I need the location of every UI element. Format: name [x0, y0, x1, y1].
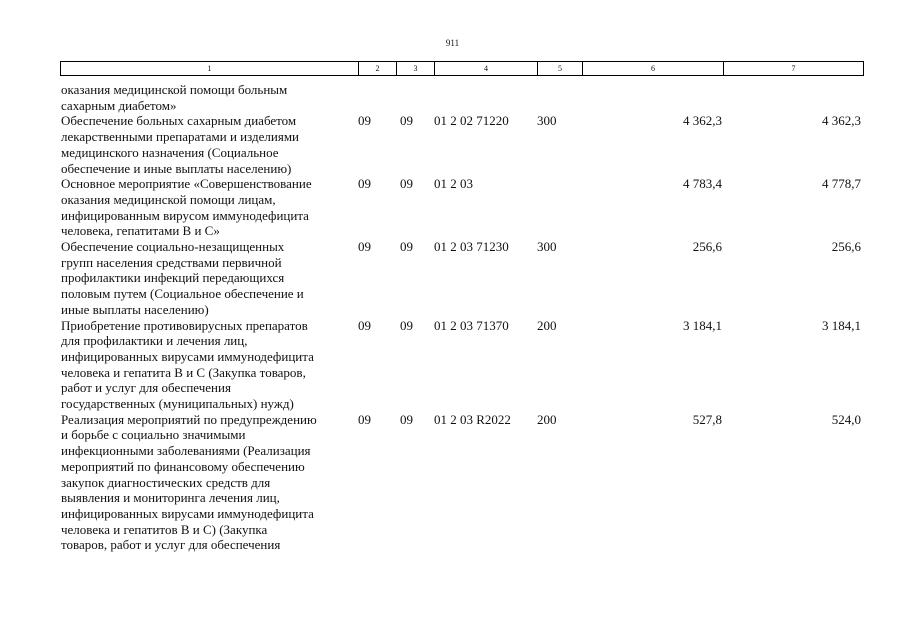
subsection-code: 09	[400, 317, 413, 333]
header-col-4: 4	[435, 62, 538, 76]
description-line: инфицированным вирусом иммунодефицита	[61, 207, 309, 223]
budget-table-body	[0, 82, 905, 553]
amount-year-1: 527,8	[692, 411, 722, 427]
amount-year-1: 4 362,3	[683, 113, 722, 129]
expense-type-code: 300	[537, 113, 557, 129]
header-col-5: 5	[538, 62, 583, 76]
header-col-1: 1	[61, 62, 359, 76]
description-line: обеспечение и иные выплаты населению)	[61, 160, 292, 176]
target-article-code: 01 2 02 71220	[434, 113, 509, 129]
subsection-code: 09	[400, 411, 413, 427]
description-line: человека и гепатита В и С (Закупка товаров,	[61, 364, 306, 380]
target-article-code: 01 2 03 71370	[434, 317, 509, 333]
description-line: инфицированных вирусами иммунодефицита	[61, 348, 314, 364]
description-line: и борьбе с социально значимыми	[61, 427, 246, 443]
target-article-code: 01 2 03 71230	[434, 239, 509, 255]
header-col-2: 2	[359, 62, 397, 76]
description-line: товаров, работ и услуг для обеспечения	[61, 537, 281, 553]
subsection-code: 09	[400, 239, 413, 255]
description-line: оказания медицинской помощи лицам,	[61, 191, 276, 207]
amount-year-2: 524,0	[831, 411, 861, 427]
row-description	[61, 82, 359, 113]
description-line: Обеспечение больных сахарным диабетом	[61, 113, 297, 129]
description-line: работ и услуг для обеспечения	[61, 380, 231, 396]
target-article-code: 01 2 03 R2022	[434, 411, 511, 427]
header-col-3: 3	[397, 62, 435, 76]
description-line: сахарным диабетом»	[61, 97, 177, 113]
amount-year-1: 4 783,4	[683, 176, 722, 192]
description-line: человека и гепатитов В и С) (Закупка	[61, 521, 268, 537]
description-line: Реализация мероприятий по предупреждению	[61, 411, 317, 427]
expense-type-code: 200	[537, 317, 557, 333]
expense-type-code: 300	[537, 239, 557, 255]
table-row	[0, 412, 905, 553]
description-line: половым путем (Социальное обеспечение и	[61, 286, 304, 302]
row-description	[61, 239, 359, 318]
section-code: 09	[358, 411, 371, 427]
subsection-code: 09	[400, 113, 413, 129]
description-line: государственных (муниципальных) нужд)	[61, 396, 294, 412]
description-line: профилактики инфекций передающихся	[61, 270, 285, 286]
description-line: человека, гепатитами В и С»	[61, 223, 220, 239]
description-line: инфекционными заболеваниями (Реализация	[61, 443, 311, 459]
table-row	[0, 113, 905, 176]
description-line: закупок диагностических средств для	[61, 474, 271, 490]
amount-year-2: 4 778,7	[822, 176, 861, 192]
description-line: мероприятий по финансовому обеспечению	[61, 458, 305, 474]
description-line: Основное мероприятие «Совершенствование	[61, 176, 312, 192]
table-row	[0, 176, 905, 239]
section-code: 09	[358, 239, 371, 255]
table-row	[0, 239, 905, 318]
column-number-header	[60, 61, 864, 76]
description-line: лекарственными препаратами и изделиями	[61, 129, 299, 145]
amount-year-2: 4 362,3	[822, 113, 861, 129]
page-number: 911	[445, 38, 460, 48]
row-description	[61, 318, 359, 412]
description-line: групп населения средствами первичной	[61, 254, 282, 270]
amount-year-1: 3 184,1	[683, 317, 722, 333]
description-line: медицинского назначения (Социальное	[61, 144, 279, 160]
description-line: Обеспечение социально-незащищенных	[61, 239, 285, 255]
header-col-6: 6	[583, 62, 724, 76]
description-line: выявления и мониторинга лечения лиц,	[61, 490, 280, 506]
amount-year-2: 256,6	[831, 239, 861, 255]
description-line: Приобретение противовирусных препаратов	[61, 317, 308, 333]
row-description	[61, 113, 359, 176]
amount-year-2: 3 184,1	[822, 317, 861, 333]
amount-year-1: 256,6	[692, 239, 722, 255]
row-description	[61, 176, 359, 239]
description-line: инфицированных вирусами иммунодефицита	[61, 505, 314, 521]
section-code: 09	[358, 176, 371, 192]
description-line: оказания медицинской помощи больным	[61, 82, 288, 97]
header-col-7: 7	[724, 62, 864, 76]
subsection-code: 09	[400, 176, 413, 192]
expense-type-code: 200	[537, 411, 557, 427]
description-line: для профилактики и лечения лиц,	[61, 333, 248, 349]
table-row	[0, 318, 905, 412]
section-code: 09	[358, 113, 371, 129]
table-row	[0, 82, 905, 113]
target-article-code: 01 2 03	[434, 176, 473, 192]
section-code: 09	[358, 317, 371, 333]
row-description	[61, 412, 359, 553]
description-line: иные выплаты населению)	[61, 301, 209, 317]
